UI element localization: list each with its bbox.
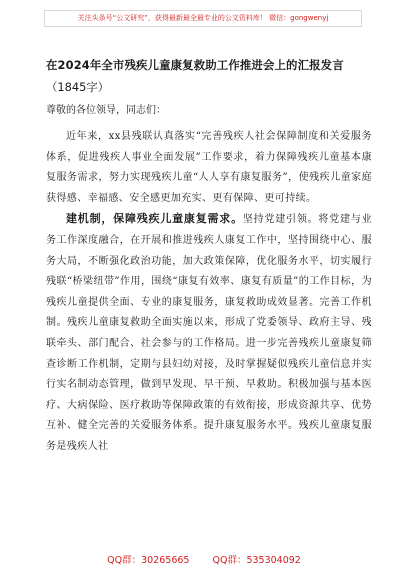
paragraph-intro: 近年来，xx县残联认真落实“完善残疾人社会保障制度和关爱服务体系，促进残疾人事业全面发展”工作要求，着力保障残疾儿童基本康复服务需求，努力实现残疾儿童“人人享有康复服务”，使残疾儿童家庭获得感、幸福感、安全感更加充实、更有保障、更可持续。 <box>46 131 372 204</box>
paragraph-body: 坚持党建引领。将党建与业务工作深度融合，在开展和推进残疾人康复工作中，坚持围绕中心、服务大局，不断强化政治功能，加大政策保障，优化服务水平，切实履行残联“桥梁纽带”作用，围绕“康复有效率、康复有质量”的工作目标，为残疾儿童提供全面、专业的康复服务，康复救助成效显著。完善工作机制。残疾儿童康复救助全面实施以来，形成了党委领导、政府主导、残联牵头、部门配合、社会参与的工作格局。进一步完善残疾儿童康复筛查诊断工作机制，定期与县妇幼对接，及时掌握疑似残疾儿童信息并实行实名制动态管理，做到早发现、早干预、早救助。积极加强与基本医疗、大病保险、医疗救助等保障政策的有效衔接，形成资源共享、优势互补、健全完善的关爱服务体系。提升康复服务水平。残疾儿童康复服务是残疾人社 <box>46 214 373 452</box>
footer <box>0 552 408 566</box>
salutation: 尊敬的各位领导，同志们： <box>46 105 166 116</box>
document-title: 在2024年全市残疾儿童康复救助工作推进会上的汇报发言 <box>46 58 344 72</box>
paragraph-lead: 建机制，保障残疾儿童康复需求。 <box>66 212 243 226</box>
footer-qq-group-1: QQ群：30265665 <box>107 555 190 566</box>
word-count: （1845字） <box>46 80 110 94</box>
paragraph-mechanism <box>46 209 372 457</box>
header-banner: 关注头条号“公文研究”，获得最新最全最专业的公文资料库！ 微信：gongwenyj <box>44 10 362 27</box>
document-page <box>46 56 372 458</box>
footer-qq-group-2: QQ群：535304092 <box>212 555 301 566</box>
